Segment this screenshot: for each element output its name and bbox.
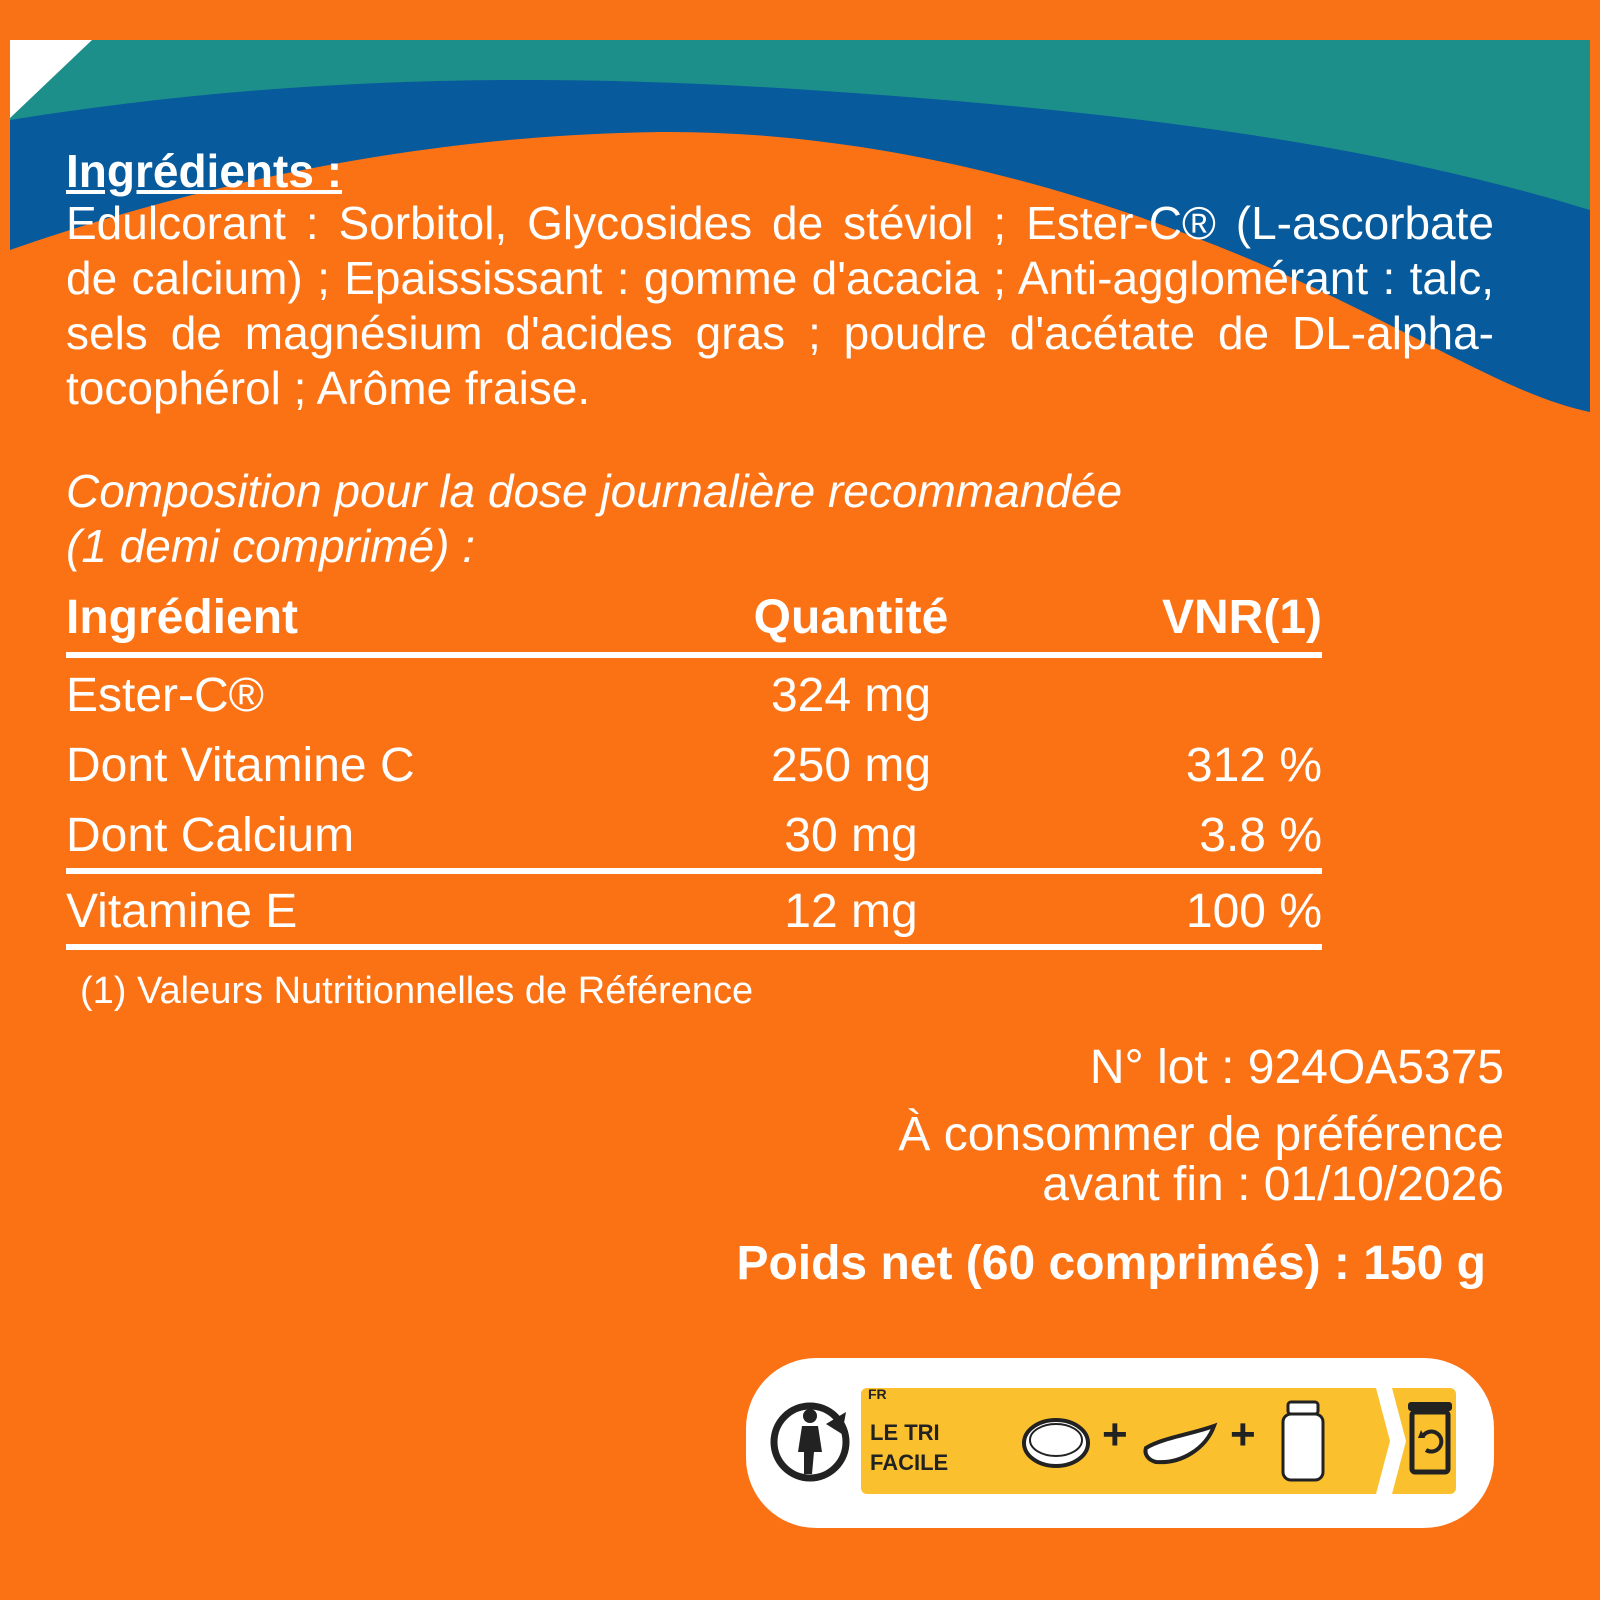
cell-quantity: 12 mg: [784, 885, 918, 938]
table-row: [66, 798, 1322, 868]
net-weight: Poids net (60 comprimés) : 150 g: [736, 1237, 1486, 1290]
seal-film-icon: [1142, 1418, 1218, 1470]
cell-ingredient: Vitamine E: [66, 885, 298, 938]
recycling-bin-icon: [1376, 1388, 1456, 1494]
cell-vnr: 100 %: [1185, 885, 1322, 938]
table-footnote: (1) Valeurs Nutritionnelles de Référence: [80, 970, 754, 1012]
country-code: FR: [868, 1386, 887, 1402]
lid-icon: [1020, 1414, 1092, 1472]
cell-quantity: 324 mg: [770, 669, 932, 722]
ingredients-text: Edulcorant : Sorbitol, Glycosides de stéviol ; Ester-C® (L-ascorbate de calcium) ; Epaississant : gomme d'acacia ; Anti-agglomérant : talc, sels de magnésium d'acides gras ; poudre d'acétate de DL-alpha-tocophérol ; Arôme fraise.: [66, 197, 1494, 414]
cell-vnr: 3.8 %: [1199, 809, 1322, 862]
cell-quantity: 250 mg: [770, 739, 932, 792]
best-before-line-2: avant fin : 01/10/2026: [1042, 1158, 1504, 1211]
header-ingredient: Ingrédient: [66, 591, 299, 644]
tri-label-line-2: FACILE: [870, 1450, 949, 1475]
table-row: [66, 874, 1322, 944]
nutrition-table: [66, 588, 1322, 950]
cell-ingredient: Ester-C®: [66, 669, 265, 722]
plus-sign: +: [1230, 1410, 1256, 1459]
table-row: [66, 728, 1322, 798]
tri-facile-label: [870, 1418, 948, 1478]
header-vnr: VNR(1): [1161, 591, 1322, 644]
cell-quantity: 30 mg: [784, 809, 918, 862]
triman-recycling-info: [746, 1358, 1494, 1528]
best-before: [898, 1110, 1504, 1210]
label-panel: [10, 40, 1590, 1600]
tri-label-line-1: LE TRI: [870, 1420, 940, 1445]
composition-line-1: Composition pour la dose journalière recommandée: [66, 465, 1123, 517]
composition-line-2: (1 demi comprimé) :: [66, 520, 475, 572]
lot-number: N° lot : 924OA5375: [1089, 1041, 1504, 1094]
header-quantity: Quantité: [753, 591, 949, 644]
ingredients-title: Ingrédients :: [66, 145, 343, 197]
table-row: [66, 658, 1322, 728]
tube-bottle-icon: [1278, 1398, 1328, 1484]
table-divider: [66, 944, 1322, 950]
cell-ingredient: Dont Calcium: [66, 809, 355, 862]
best-before-line-1: À consommer de préférence: [898, 1108, 1504, 1161]
cell-ingredient: Dont Vitamine C: [66, 739, 415, 792]
plus-sign: +: [1102, 1410, 1128, 1459]
triman-person-icon: [768, 1394, 852, 1490]
table-header-row: [66, 588, 1322, 652]
composition-heading: [66, 464, 1326, 574]
cell-vnr: 312 %: [1185, 739, 1322, 792]
